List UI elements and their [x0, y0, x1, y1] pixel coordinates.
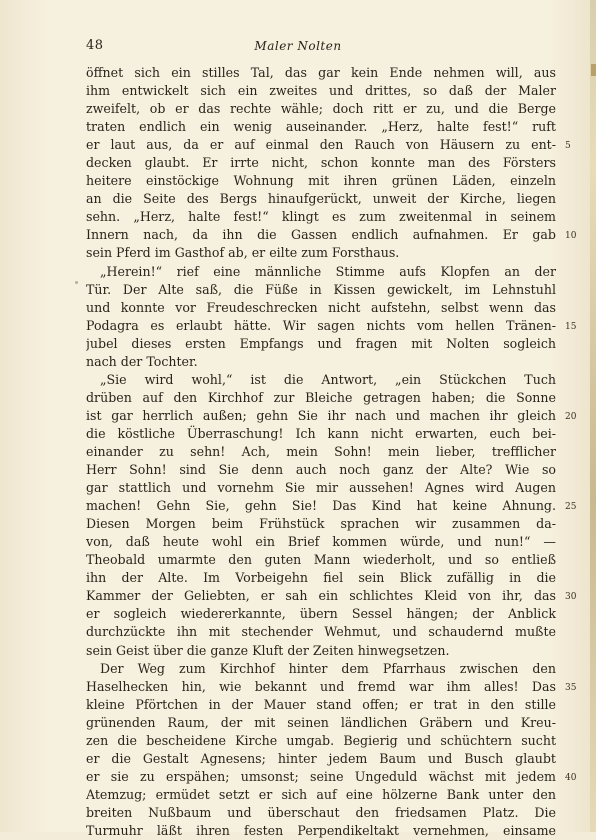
text-line: decken glaubt. Er irrte nicht, schon konnte man des Försters	[86, 155, 556, 171]
text-line: ist gar herrlich außen; gehn Sie ihr nach und machen ihr gleich	[86, 407, 556, 423]
text-line: „Sie wird wohl,“ ist die Antwort, „ein Stückchen Tuch	[100, 371, 556, 387]
text-line: ihn der Alte. Im Vorbeigehn fiel sein Blick zufällig in die	[86, 570, 556, 586]
margin-line-number: 30	[565, 592, 577, 603]
margin-line-number: 25	[565, 502, 577, 513]
text-line: Tür. Der Alte saß, die Füße in Kissen gewickelt, im Lehnstuhl	[86, 281, 556, 297]
text-line: machen! Gehn Sie, gehn Sie! Das Kind hat keine Ahnung.	[86, 498, 556, 514]
margin-line-number: 40	[565, 772, 577, 783]
text-line: drüben auf den Kirchhof zur Bleiche getragen haben; die Sonne	[86, 389, 556, 405]
text-line: zweifelt, ob er das rechte wähle; doch ritt er zu, und die Berge	[86, 101, 556, 117]
text-line: „Herein!“ rief eine männliche Stimme aufs Klopfen an der	[100, 263, 556, 279]
text-line: sein Geist über die ganze Kluft der Zeiten hinwegsetzen.	[86, 642, 450, 658]
text-line: die köstliche Überraschung! Ich kann nicht erwarten, euch bei-	[86, 425, 556, 441]
text-line: er die Gestalt Agnesens; hinter jedem Baum und Busch glaubt	[86, 750, 556, 766]
text-line: kleine Pförtchen in der Mauer stand offen; er trat in den stille	[86, 696, 556, 712]
text-line: breiten Nußbaum und überschaut den friedsamen Platz. Die	[86, 804, 556, 820]
text-line: sein Pferd im Gasthof ab, er eilte zum Forsthaus.	[86, 245, 400, 261]
text-line: zen die bescheidene Kirche umgab. Begierig und schüchtern sucht	[86, 732, 556, 748]
text-line: jubel dieses ersten Empfangs und fragen mit Nolten sogleich	[86, 335, 556, 351]
text-line: und konnte vor Freudeschrecken nicht aufstehn, selbst wenn das	[86, 299, 556, 315]
text-body	[86, 64, 556, 840]
text-line: Diesen Morgen beim Frühstück sprachen wir zusammen da-	[86, 516, 556, 532]
running-head: Maler Nolten	[254, 39, 342, 53]
text-line: Innern nach, da ihn die Gassen endlich aufnahmen. Er gab	[86, 227, 556, 243]
text-line: traten endlich ein wenig auseinander. „Herz, halte fest!“ ruft	[86, 119, 556, 135]
text-line: nach der Tochter.	[86, 353, 198, 369]
margin-line-number: 35	[565, 682, 577, 693]
page-edge	[590, 0, 596, 832]
text-line: gar stattlich und vornehm Sie mir aussehen! Agnes wird Augen	[86, 480, 556, 496]
text-line: er laut aus, da er auf einmal den Rauch von Häusern zu ent-	[86, 137, 556, 153]
text-line: Podagra es erlaubt hätte. Wir sagen nichts vom hellen Tränen-	[86, 317, 556, 333]
text-line: grünenden Raum, der mit seinen ländlichen Gräbern und Kreu-	[86, 714, 556, 730]
text-line: ihm entwickelt sich ein zweites und drittes, so daß der Maler	[86, 83, 556, 99]
text-line: einander zu sehn! Ach, mein Sohn! mein lieber, trefflicher	[86, 443, 556, 459]
paper-speck	[75, 281, 78, 284]
text-line: Herr Sohn! sind Sie denn auch noch ganz der Alte? Wie so	[86, 462, 556, 478]
page-header	[0, 38, 596, 58]
text-line: sehn. „Herz, halte fest!“ klingt es zum zweitenmal in seinem	[86, 209, 556, 225]
text-line: Kammer der Geliebten, er sah ein schlichtes Kleid von ihr, das	[86, 588, 556, 604]
text-line: Haselhecken hin, wie bekannt und fremd war ihm alles! Das	[86, 678, 556, 694]
text-line: von, daß heute wohl ein Brief kommen würde, und nun!“ —	[86, 534, 556, 550]
text-line: Turmuhr läßt ihren festen Perpendikeltakt vernehmen, einsame	[86, 822, 556, 838]
text-line: er sie zu erspähen; umsonst; seine Ungeduld wächst mit jedem	[86, 768, 556, 784]
text-line: heitere einstöckige Wohnung mit ihren grünen Läden, einzeln	[86, 173, 556, 189]
text-line: an die Seite des Bergs hinaufgerückt, unweit der Kirche, liegen	[86, 191, 556, 207]
margin-line-number: 15	[565, 321, 577, 332]
text-line: öffnet sich ein stilles Tal, das gar kein Ende nehmen will, aus	[86, 65, 556, 80]
margin-line-number: 20	[565, 411, 577, 422]
page-edge-tab	[591, 64, 596, 76]
text-line: Atemzug; ermüdet setzt er sich auf eine hölzerne Bank unter den	[86, 786, 556, 802]
page-number: 48	[86, 38, 104, 53]
margin-line-number: 10	[565, 231, 577, 242]
margin-line-number: 5	[565, 141, 571, 152]
text-line: Der Weg zum Kirchhof hinter dem Pfarrhaus zwischen den	[100, 660, 556, 676]
text-line: durchzückte ihn mit stechender Wehmut, und schaudernd mußte	[86, 624, 556, 640]
text-line: Theobald umarmte den guten Mann wiederholt, und so entließ	[86, 552, 556, 568]
text-line: er sogleich wiedererkannte, übern Sessel hängen; der Anblick	[86, 606, 556, 622]
